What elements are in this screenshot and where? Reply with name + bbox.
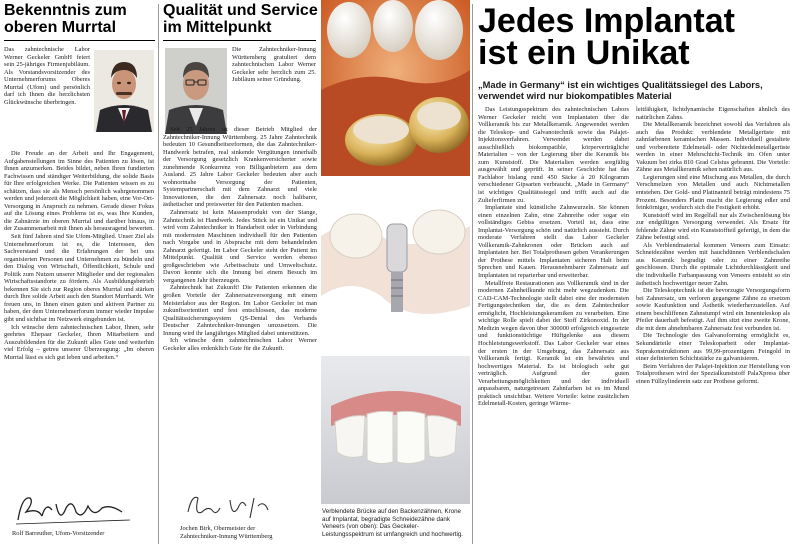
article1-signer: Rolf Barreuther, Ufom-Vorsitzender <box>12 530 105 537</box>
article3-subheadline: „Made in Germany“ ist ein wichtiges Qualitätssiegel des Labors, verwendet wird nur biokompatibles Material <box>478 80 763 101</box>
article2-headline: Qualität und Service im Mittelpunkt <box>163 2 318 36</box>
article2-body: Seit 25 Jahren ist dieser Betrieb Mitglied der Zahntechniker-Innung Württemberg. 25 Jahre Zahntechnik bedeuten 10 Gesundheitsreformen, die das Zahntechniker-Handwerk betrafen, real sinkende Vergütungen innerhalb der Versorgung gesetzlich Krankenversicherter sowie zunehmende Konkurrenz von Billiganbietern aus dem Ausland. 25 Jahre Labor Geckeler bedeuten aber auch wohnortnahe Versorgung der Patienten, Systempartnerschaft mit dem Zahnarzt und viele Innovationen, die den Zahnersatz noch haltbarer, ästhetischer und preiswerter für den Patienten machen. Zahnersatz ist kein Massenprodukt von der Stange, Zahntechnik ist Handwerk. Jedes Stück ist ein Unikat und wird vom Zahntechniker in Handarbeit oder in Verbindung mit modernsten Maschinen individuell für den Patienten nach Vorgabe und in Absprache mit dem behandelnden Zahnarzt gefertigt. Im Labor Geckeler steht der Patient im Mittelpunkt. Qualität und Service werden ebenso großgeschrieben wie Arbeitsschutz und Umweltschutz. Davon konnte sich die Innung bei einem Besuch im vergangenen Jahr überzeugen. Zahntechnik hat Zukunft! Die Patienten erkennen die großen Vorteile der Zahnersatzversorgung mit einem Meisterlabor aus der Region. Im Labor Geckeler ist man zukunftsorientiert und fest entschlossen, das moderne Qualitätssicherungssystem QS-Dental des Verbands Deutscher Zahntechniker-Innungen umzusetzen. Die Innung wird ihr langjähriges Mitglied dabei unterstützen. Ich wünsche dem zahntechnischen Labor Werner Geckeler alles erdenklich Gute für die Zukunft. <box>163 126 317 352</box>
dental-photo-veneers <box>321 356 470 504</box>
signature-barreuther <box>12 490 132 528</box>
article2-signer: Jochen Birk, Obermeister der Zahntechniker-Innung Württemberg <box>180 525 273 540</box>
column-divider-right <box>472 4 473 544</box>
dental-photo-implant <box>321 176 470 356</box>
column-divider <box>158 4 159 544</box>
photo-caption: Verblendete Brücke auf den Backenzähnen, Krone auf Implantat, begradigte Schneidezähne dank Veneers (von oben): Das Geckeler-Leistungsspektrum ist umfangreich und hochwertig. <box>322 508 464 538</box>
article3-column-2: leitfähigkeit, lichtdynamische Eigenschaften ähnlich des natürlichen Zahns. Die Metallkeramik bezeichnet sowohl das Verfahren als auch das Produkt: verblendete Metallgerüste mit zahnfarbenen keramischen Massen. Individuell gestaltete und vorbereitete Edelmetall- oder Nichtedelmetallgerüste werden in einer Mehrschicht-Technik im Ofen unter Vakuum bei zirka 810 Grad Celsius gebrannt. Die Vorteile: Zähne aus Metallkeramik sehen natürlich aus. Legierungen sind eine Mischung aus Metallen, die durch Verschmelzen von Metallen und auch Nichtmetallen entstehen. Der Gold- und Platinanteil beträgt mindestens 75 Prozent. Besonders Platin macht die Legierung edler und feinkörniger, wodurch sich die Festigkeit erhöht. Kunststoff wird im Regelfall nur als Zwischenlösung bis zur endgültigen Versorgung verwendet. Als Ersatz für fehlende Zähne wird ein Kunststoffteil gefertigt, in dem die Zähne befestigt sind. Als Verblendmaterial kommen Veneers zum Einsatz: Schneidezähne werden mit hauchdünnen Verblendschalen aus Keramik begradigt oder zu einer Zahnreihe geschlossen. Durch die optimale Lichtdurchlässigkeit und die individuelle Farbanpassung von Veneers entsteht so ein ästhetisch hochwertiger neuer Zahn. Die Teleskoptechnik ist die bevorzugte Versorgungsform bei Zahnersatz, um verloren gegangene Zähne zu ersetzen sowie Kaufunktion und Ästhetik wiederherzustellen. Auf einem beschliffenen Zahnstumpf wird ein Innenteleskop als Pfeiler dauerhaft befestigt. Auf ihm sitzt eine zweite Krone, die mit dem abnehmbaren Zahnersatz fest verbunden ist. Die Technologie des Galvanoforming ermöglicht es, Sekundärteile einer Teleskoparbeit oder Implantat-Suprakonstruktionen aus 99,99-prozentigem Feingold in einer definierten Schichtstärke zu galvanisieren. Beim Verfahren der Palajet-Injektion zur Herstellung von Totalprothesen wird der Spezialkunststoff PalaXpress über einen Füllzylinderein satz zur Prothese geformt. <box>636 106 790 385</box>
portrait-photo-barreuther <box>94 50 154 132</box>
article1-headline: Bekenntnis zum oberen Murrtal <box>4 2 127 36</box>
dental-photo-bridge <box>321 0 470 176</box>
signature-birk <box>180 488 290 524</box>
article3-column-1: Das Leistungsspektrum des zahntechnischen Labors Werner Geckeler reicht von Implantaten über die Vollkeramik bis zur Metallkeramik. Angewendet werden die Teleskop- und Galvanotechnik sowie das Palajet-Injektionsverfahren. Verwendet werden dabei ausschließlich biokompatible, körperverträgliche Materialien – von der Legierung über die Keramik bis zum Kunststoff. Die Materialien werden sorgfältig ausgewählt und geprüft. In seiner Geschichte hat das Fachlabor bislang rund 450 Säcke à 20 Kilogramm verschiedener Gipsarten verbraucht. „Made in Germany“ ist wichtiges Qualitätssiegel und trifft auch auf die Zulieferfirmen zu. Implantate sind künstliche Zahnwurzeln. Sie können einen einzelnen Zahn, eine Zahnreihe oder sogar ein vollständiges Gebiss ersetzen. Vorteil ist, dass eine Implantat-Versorgung schön und natürlich aussieht. Durch moderate Verfahren stellt das Labor Geckeler Vollkeramik-Zahnkronen oder Brücken auch auf Implantaten her. Bei Totalprothesen geben Verankerungen der Prothese mittels Implantaten sicheren Halt beim Sprechen und Kauen. Herausnehmbarer Zahnersatz auf Implantaten ist reparierbar und erweiterbar. Metallfreie Restaurationen aus Vollkeramik sind in der modernen Zahnheilkunde nicht mehr wegzudenken. Die CAD-CAM-Technologie stellt dabei eine der modernsten Fertigungstechniken dar, die es dem Zahntechniker ermöglicht, Hochleistungskeramiken zu verarbeiten. Eine wichtige Rolle spielt dabei der Stoff Zirkonoxid. In der Medizin wegen davon über 300000 erfolgreich eingesetzte und funktionstüchtige Hüftgelenke aus diesem Hochleistungswerkstoff. Das Labor Geckeler war eines der ersten in der Umgebung, das Zahnersatz aus Vollkeramik fertigt. Keramik ist ein bewährtes und hochwertiges Material. Es ist biologisch sehr gut verträglich. Aufgrund der guten Verarbeitungsmöglichkeiten und der individuell anpassbaren, naturgetreuen Zahnfarben ist es im Mund praktisch unsichtbar. Weitere Vorteile: keine zusätzlichen Edelmetall-Kosten, geringe Wärme- <box>478 106 629 408</box>
portrait-photo-birk <box>165 48 227 134</box>
article3-headline: Jedes Implantat ist ein Unikat <box>478 2 735 72</box>
article2-rule <box>163 40 316 41</box>
article1-body: Die Freude an der Arbeit und Ihr Engagement, Aufgabenstellungen im Sinne des Patienten zu lösen, ist Ihnen anzumerken. Beides bildet, neben Ihren fundierten Fachwissen und ständiger Weiterbildung, die solide Basis für Ihre erfolgreichen Werke. Die Patienten wissen es zu schätzen, dass sie als Mensch persönlich wahrgenommen werden und jederzeit die Möglichkeit haben, eine Vor-Ort-Versorgung in Anspruch zu nehmen. Gerade dieser Fokus auf die Lösung eines Problems ist es, was Ihre Kunden, die Zahnärzte im oberen Murrtal und darüber hinaus, in der Zusammenarbeit mit Ihnen als herausragend bewerten. Seit fünf Jahren sind Sie Ufom-Mitglied. Unser Ziel als Unternehmerforum ist es, die Interessen, den Sachverstand und die Erfahrungen der bei uns organisierten Personen und Unternehmen zu bündeln und den Dialog von Wirtschaft, Öffentlichkeit, Schule und Politik zum Nutzen unserer Mitglieder und der regionalen Wirtschaftsstandorte zu fördern. Als Ausbildungsbetrieb bekennen Sie sich zur Region oberes Murrtal und stärken durch Ihre solide Arbeit auch den Standort Murrhardt. Wir freuen uns, in Ihnen einen guten und aktiven Partner zu haben, der dem Unternehmerforum immer wieder Impulse gibt und sichtbar im Netzwerk eingebunden ist. Ich wünsche dem zahntechnischen Labor, Ihnen, sehr geehrtes Ehepaar Geckeler, Ihren Mitarbeitern und Auszubildenden für die Zukunft alles Gute und weiterhin viel Erfolg – getreu unserer Überzeugung: „Im oberen Murrtal lässt es sich gut leben und arbeiten.“ <box>4 150 154 361</box>
article1-rule <box>4 40 155 41</box>
article2-intro: Die Zahntechniker-Innung Württemberg gratuliert dem zahntechnischen Labor Werner Geckeler sehr herzlich zum 25. Jubiläum seiner Gründung. <box>232 46 316 84</box>
article1-intro: Das zahntechnische Labor Werner Geckeler GmbH feiert sein 25-jähriges Firmenjubiläum. Als Vorstandsvorsitzender des Unternehmerforums Oberes Murrtal (Ufom) und persönlich darf ich Ihnen die herzlichsten Glückwünsche überbringen. <box>4 46 90 106</box>
